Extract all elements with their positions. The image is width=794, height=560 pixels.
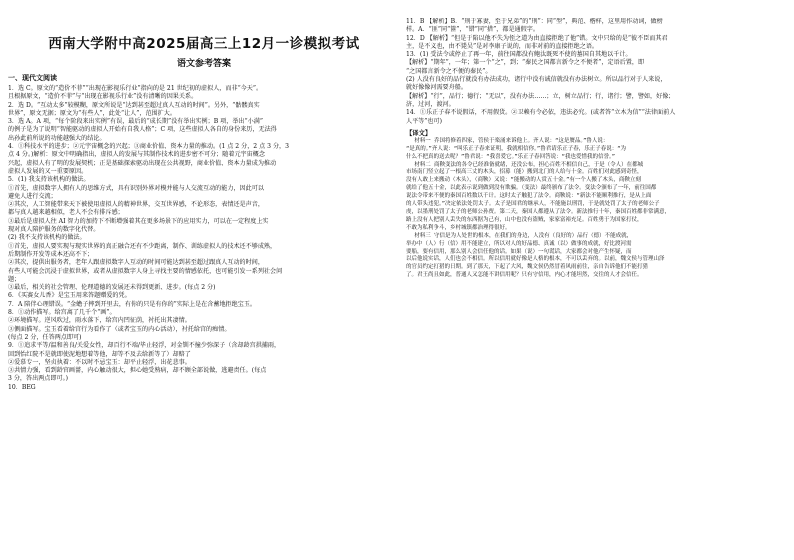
answer-line: (2) 我不支持该机构的做法。 — [8, 234, 86, 242]
right-answers — [406, 18, 788, 126]
answer-line: ③最后是虚拟人往 AI 智力的加持下不断增强着其在更多场景下的应用实力，可以在一定程度上实 — [8, 217, 269, 225]
translation-line: 虔，以墨刑处罚了太子的老师公孙贾。第二天，秦国人都遵从了法令。新法推行十年，秦国百姓都非常满意， — [406, 209, 671, 216]
answer-line: 出孙此前所说的功能越强大的结论。 — [8, 134, 106, 142]
answer-line: 虚拟人发展的又一重要原因。 — [8, 167, 88, 175]
translation-line: 以后他说实话，人们也会不相信。所以信用就好像是人格的根本，不可以丢弃的。以前，魏文侯与管理山泽 — [406, 256, 665, 263]
translation-line: 路上没有人把别人丢失的东西据为己有，山中也没有盗贼，家家富裕充足。百姓勇于为国家打仗， — [406, 216, 643, 223]
answer-line: 样。A．“匪”同“篚”，“错”同“措”，都是通假字。 — [406, 26, 539, 34]
answer-line: 4．①科技水平的进步；②元宇宙概念的兴起；③商业价值、资本力量的推动。(1 点 2 分，2 点 3 分，3 — [8, 143, 290, 151]
right-column — [406, 18, 788, 554]
answer-line: 主，是不义也，由不毙吴”是对李康子说的，而非对前的直接拒绝之语。 — [406, 42, 599, 50]
translation-line: 了。君王尚且如此，普通人又怎能不讲信用呢？只有守信用，内心才能坦然，交往的人才会信任。 — [406, 272, 643, 279]
answer-line: 都与真人越来越相似，老人不会有排斥感； — [8, 209, 124, 217]
answer-line: 14．①乐正子春不说假话，不用假货。②卫赖有令必依，违法必究。(或者答“立木为信”“法律面前人 — [406, 109, 676, 117]
answer-line: ③共情力强，看到龄官画蔷，内心触动很大，担心她受熟病，却不顾全部说做，逃避责任。(每点 — [8, 367, 267, 375]
answer-line: ③最后，相关的社会管理、伦理道德的发展还未得到更新、进步。(每点 2 分) — [8, 284, 216, 292]
answer-line: 点 4 分。)解析：原文中明确指出，虚拟人的发展与其制作技术的进步密不可分；随着元宇宙概念 — [8, 151, 265, 159]
answer-line: 回到怡红院不是就即使泥地想着等他，却等不及去给新等了）却赔了 — [8, 350, 191, 358]
answer-line: 8．①动作描写。给宫离了几千个“画”。 — [8, 309, 116, 317]
answer-line: 避免人进行交流； — [8, 192, 57, 200]
answer-line: 12．D 【解析】“但是于陷以他不失为侄之道为由直接拒绝了他”错。文中只给的是“彼不臣而其君 — [406, 34, 668, 42]
answer-line: 6．《买赛女儿香》是宝玉用来答题赠爱的凭。 — [8, 292, 131, 300]
answer-line: ①首先，虚拟人要实现与现实世界的真正融合还有不少距离，制作、训练虚拟人的技术还不够成熟， — [8, 242, 277, 250]
answer-line: ②环境描写。逆风吹过，雨水落下，给宫内凹征荫，衬托出其凄情。 — [8, 317, 191, 325]
answer-line: 2．选 D。“互动太多”较模糊，原文所说是“达到甚至超过真人互动的时间”。另外，“骷髅真实 — [8, 101, 260, 109]
translation-line: “是真的。”齐人说：“叫乐正子春来证明，我就相信你。”鲁君请乐正子春，乐正子春说：“为 — [406, 145, 627, 152]
answer-line: 后期制作开发等成本还高不下； — [8, 250, 94, 258]
answer-line: 兴起，虚拟人有了明的发展契机；正是基础探索驱动出现在公共视野，商业价值、资本力量成为推动 — [8, 159, 277, 167]
answer-line: 9．①追求平等/温和善良/关爱女性，却百行不端/毕止轻浮，对金钏不撞少弥深子（含却龄宫拱捕雨， — [8, 342, 281, 350]
answer-line: ②其次，提供出服务者，老年人跟虚拟数字人互动的时间可能达到甚至超过跟真人互动的时间， — [8, 259, 264, 267]
translation-passages — [406, 138, 788, 280]
translation-line: 什么不把真的送去呢？”鲁君说：“我喜爱它。”乐正子春回答说：“我也爱惜我的信誉。” — [406, 153, 616, 160]
answer-line: ③侧面描写。宝玉看着给宫行为看作了（或者宝玉的内心活动），衬托给宫的痴情。 — [8, 325, 231, 333]
translation-line: 说法令带来不便的秦国百姓数以千计。这时太子触犯了法令。商鞅说：“新法不能顺利推行，是从上面 — [406, 193, 652, 200]
left-answers — [8, 85, 400, 392]
translation-line: 不敢为私利争斗，乡村城镇都治理得很好。 — [406, 224, 511, 231]
translation-label: 【译文】 — [406, 129, 432, 137]
answer-line: 且根据原文，“造价不菲”与“出现在影视乐行业”没有清晰的因果关系。 — [8, 93, 198, 101]
answer-line: 现对真人陪护服务的数字化代替。 — [8, 226, 100, 234]
answer-line: 3．选 A。A 项，“每个阶段来出实例”有误，最后的“成长期”没有举出实例；B 项，举出“小满” — [8, 118, 263, 126]
answer-line: 济，过河，渡河。 — [406, 100, 455, 108]
page-subtitle: 语文参考答案 — [176, 59, 231, 69]
translation-line: 举办中（人）行（信）用不能建立，所以对人的好品德、真诚（以）做事的成就，好比渡河需 — [406, 240, 632, 247]
answer-line: 7．A 陪伴心理错误。“金蟾子摔到开里去，有你的只是有你的”实际上是在含蓄地拒绝宝玉。 — [8, 300, 257, 308]
answer-line: 11．B 【解析】B．“刑于寡妻，至于兄弟”的“刑”：同“型”，典范、楷样，这里用作动词，做榜 — [406, 18, 663, 25]
answer-line: 的例子是为了说明“智能驱动的虚拟人开始有自我人格”；C 项，这些虚拟人各自的身份来历，无法得 — [8, 126, 277, 134]
translation-line: 材料二 商鞅变法的各令已经准备就绪，还没公布，担心百姓不相信自己，于是（令人）在都城 — [414, 161, 644, 168]
answer-line: ②其次，人工智能带来天下被使用虚拟人的精神世界，交互世界感，不论形态，表情还是声音， — [8, 201, 264, 209]
section-heading: 一、现代文阅读 — [8, 74, 57, 82]
answer-line: 13．(1) 受法令或停止了再一年，前往国都没有鲍汰既死不使的墓国自其地以千计。 — [406, 51, 632, 59]
translation-line: 的官员约定打猎的日期。到了那天，下起了大风，魏文侯仍然冒着风雨前往，亲自告诉他们不能打猎 — [406, 264, 649, 271]
answer-line: (每点 2 分，任答两点即可) — [8, 333, 82, 341]
answer-line: (2) 人没有良好的品行就没有办法成功，诸行中没有诚信就没有办法树立。所以品行对于人来说， — [406, 76, 667, 84]
answer-line: 有些人可能会沉浸于虚拟世界，或者从虚拟数字人身上寻找主要的情感依托，也可能引发一系列社会问 — [8, 267, 283, 275]
answer-line: 1．选 C。原文的“造价不菲”“出现在影视乐行业”指向的是 21 世纪初的虚拟人，而非“今天”。 — [8, 85, 263, 92]
answer-line: 【解析】“行”，品行；德行；“无以”，没有办法……；立，树立品行；行，诸行；譬，譬如，好像； — [406, 92, 675, 100]
answer-line: 就好像像河需要舟船。 — [406, 84, 467, 92]
left-column — [8, 18, 400, 554]
answer-line: 人平等”也可) — [406, 117, 442, 125]
answer-line: “之国都言新令之不便的秦民”。 — [406, 67, 492, 75]
answer-line: ①首先，虚拟数字人拥有人的思维方式，具有识别外界对模并能与人交流互动的能力，因此可以 — [8, 184, 264, 192]
answer-line: 题； — [8, 275, 21, 283]
answer-line: 10．BEG — [8, 383, 36, 391]
answer-line: 3 分，答出两点即可。) — [8, 375, 68, 383]
translation-line: 的人带头违犯。”决定依法处罚太子。太子是国君的继承人，不能施以刑罚，于是就处罚了太子的老师公子 — [406, 201, 660, 208]
translation-line: 要船，要有信用，那么别人会信任他的话。如果（说）一句谎话，大家都会对他产生怀疑，而 — [406, 248, 632, 255]
translation-line: 市场南门竖立起了一根高三丈的木头，招募（能）搬到北门的人给与十金。百姓们对此感到奇怪， — [406, 169, 643, 176]
translation-line: 就给了他五十金，以此表示说到做到没有欺骗。（变法）最终颁布了法令。变法令颁布了一年，前往国都 — [406, 185, 657, 192]
answer-line: ②爱慕专一，坚贞执着：不以时不忌宝玉：却平止轻浮，出花悲事。 — [8, 358, 191, 366]
answer-line: 5．(1) 我支持该机构的做法。 — [8, 176, 90, 184]
translation-line: 材料三 守信是为人处世的根本，在我们的身边，人没有（良好的）品行（德）不能成就， — [414, 232, 633, 239]
translation-line: 材料一 乔国将修着四家，管侯于楽涌来诉他上。齐人说：“这是赝品。”鲁人说： — [414, 137, 609, 144]
answer-line: 世界”，原文无据；原文为“有些人”，此处“让人”，范围扩大。 — [8, 109, 176, 117]
answer-line: 【解析】“期年”，一年；第一个“之”，到；“秦民之国都言新令之不便者”，定语后置，即 — [406, 59, 645, 67]
page-title: 西南大学附中高2025届高三上12月一诊模拟考试 — [48, 36, 360, 52]
translation-line: 没有人敢上来搬动（木头），（商鞅）又说：“能搬动的人赏五十金。”有一个人搬了木头，商鞅立刻 — [406, 177, 641, 184]
